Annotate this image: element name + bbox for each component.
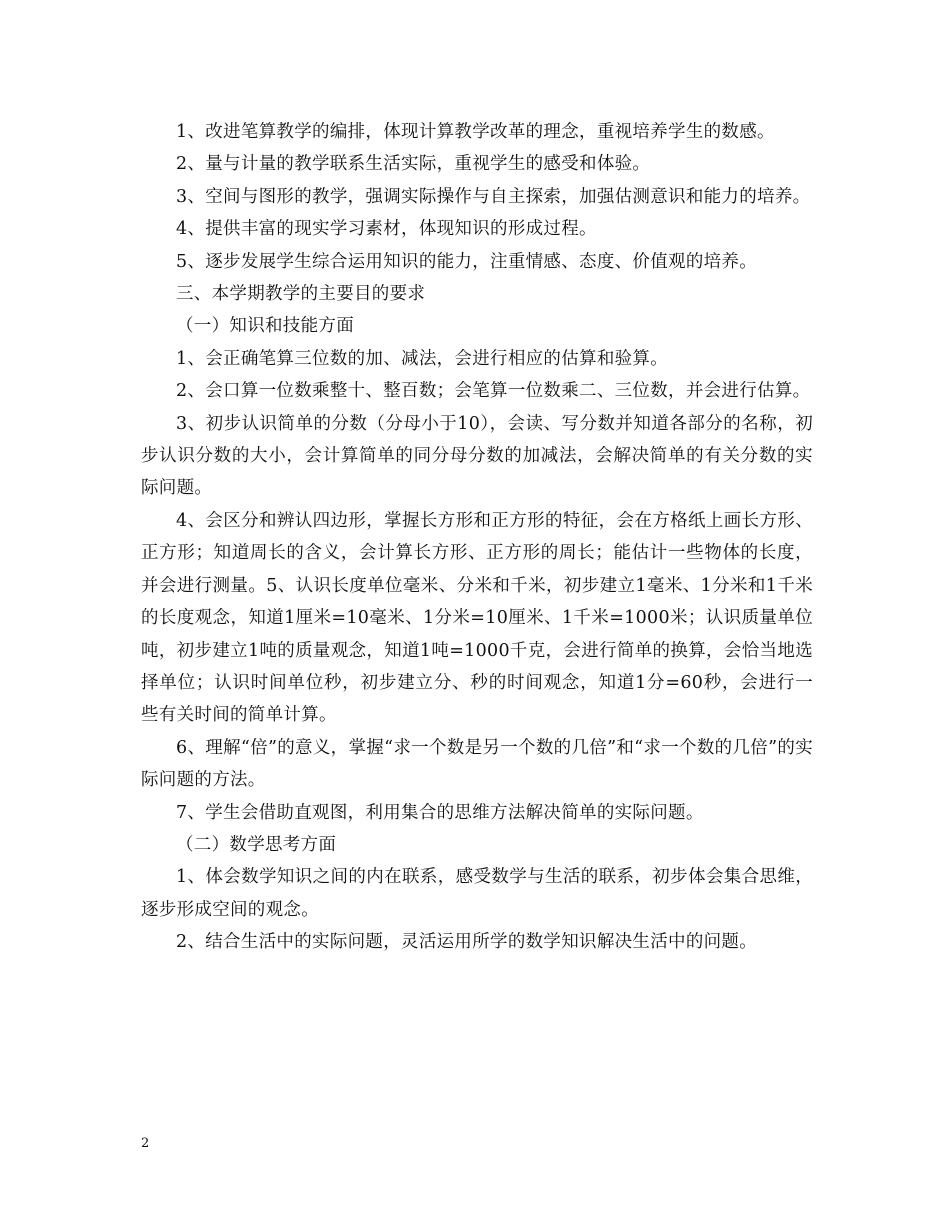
paragraph: 5、逐步发展学生综合运用知识的能力，注重情感、态度、价值观的培养。: [176, 251, 758, 272]
document-body: [141, 116, 813, 959]
paragraph: 2、结合生活中的实际问题，灵活运用所学的数学知识解决生活中的问题。: [176, 932, 758, 953]
paragraph: 3、空间与图形的教学，强调实际操作与自主探索，加强估测意识和能力的培养。: [176, 186, 811, 207]
page-number: 2: [141, 1136, 150, 1151]
paragraph: 7、学生会借助直观图，利用集合的思维方法解决简单的实际问题。: [176, 802, 704, 823]
paragraph: 2、会口算一位数乘整十、整百数；会笔算一位数乘二、三位数，并会进行估算。: [176, 381, 811, 402]
subsection-heading: （二）数学思考方面: [176, 834, 337, 855]
paragraph: 1、体会数学知识之间的内在联系，感受数学与生活的联系，初步体会集合思维，逐步形成空间的观念。: [141, 867, 813, 920]
paragraph: 4、提供丰富的现实学习素材，体现知识的形成过程。: [176, 219, 597, 240]
section-heading: 三、本学期教学的主要目的要求: [176, 284, 426, 305]
paragraph: 1、会正确笔算三位数的加、减法，会进行相应的估算和验算。: [176, 348, 669, 369]
paragraph: 1、改进笔算教学的编排，体现计算教学改革的理念，重视培养学生的数感。: [176, 122, 775, 142]
paragraph: 4、会区分和辨认四边形，掌握长方形和正方形的特征，会在方格纸上画长方形、正方形；知道周长的含义，会计算长方形、正方形的周长；能估计一些物体的长度，并会进行测量。5、认识长度单位毫米、分米和千米，初步建立1毫米、1分米和1千米的长度观念，知道1厘米=10毫米、1分米=10厘米、1千米=1000米；认识质量单位吨，初步建立1吨的质量观念，知道1吨=1000千克，会进行简单的换算，会恰当地选择单位；认识时间单位秒，初步建立分、秒的时间观念，知道1分=60秒，会进行一些有关时间的简单计算。: [141, 510, 813, 726]
paragraph: 3、初步认识简单的分数（分母小于10），会读、写分数并知道各部分的名称，初步认识分数的大小，会计算简单的同分母分数的加减法，会解决简单的有关分数的实际问题。: [141, 413, 813, 499]
paragraph: 2、量与计量的教学联系生活实际，重视学生的感受和体验。: [176, 154, 651, 175]
subsection-heading: （一）知识和技能方面: [176, 316, 354, 337]
paragraph: 6、理解“倍”的意义，掌握“求一个数是另一个数的几倍”和“求一个数的几倍”的实际问题的方法。: [141, 737, 813, 791]
